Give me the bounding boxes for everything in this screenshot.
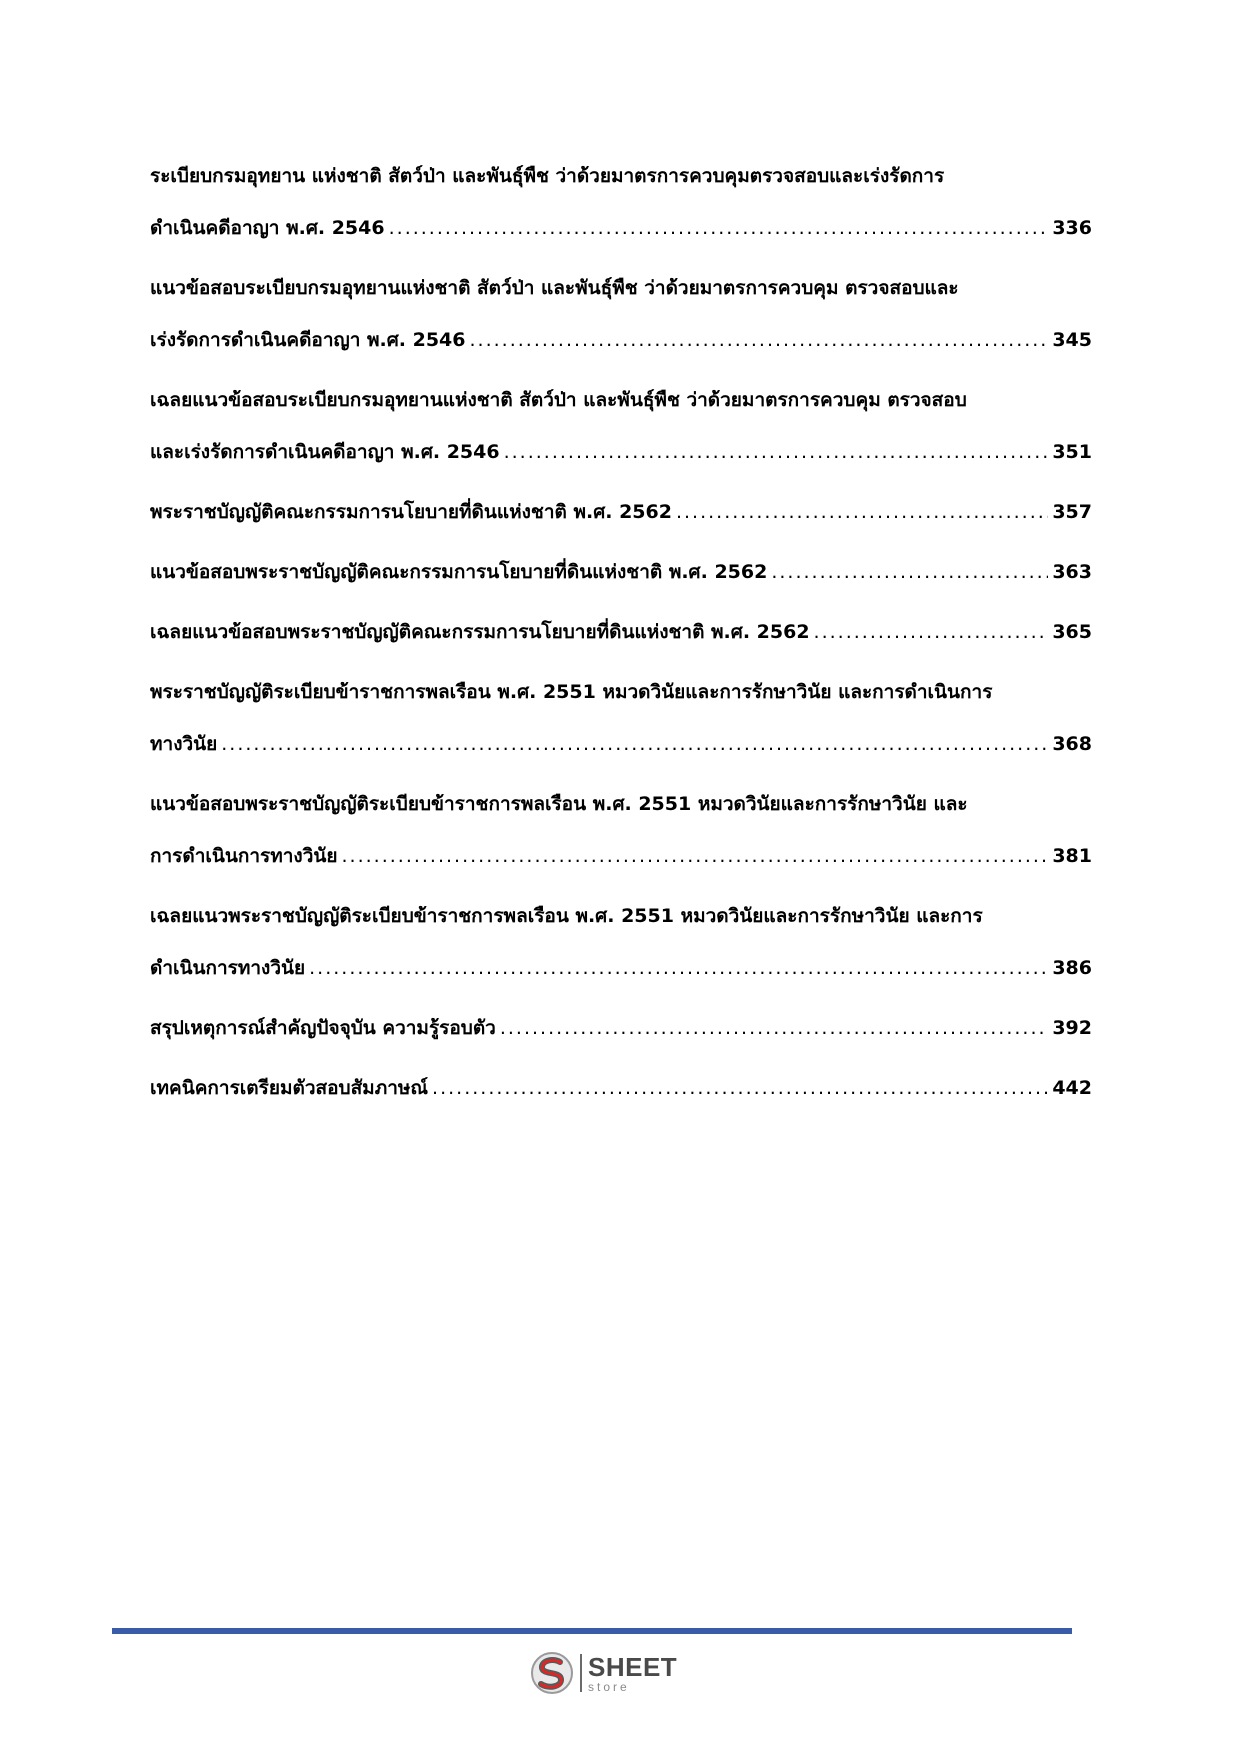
toc-entry-page: 351 [1052,441,1092,463]
dot-leader [342,830,1049,882]
toc-entry-page: 381 [1052,845,1092,867]
dot-leader [309,942,1048,994]
toc-entry-title: แนวข้อสอบพระราชบัญญัติคณะกรรมการนโยบายที่ดินแห่งชาติ พ.ศ. 2562 [150,561,768,583]
dot-leader [470,314,1049,366]
toc-entry-title-line2: ดำเนินคดีอาญา พ.ศ. 2546 [150,217,385,239]
dot-leader [771,546,1048,598]
dot-leader [500,1002,1048,1054]
logo-divider [580,1654,582,1692]
toc-entry-page: 442 [1052,1077,1092,1099]
dot-leader [676,486,1048,538]
toc-entry-title-line2: ทางวินัย [150,733,218,755]
toc-entry-title-line1: พระราชบัญญัติระเบียบข้าราชการพลเรือน พ.ศ. 2551 หมวดวินัยและการรักษาวินัย และการดำเนินการ [150,681,993,703]
toc-entry-title-line2: และเร่งรัดการดำเนินคดีอาญา พ.ศ. 2546 [150,441,500,463]
toc-entry-page: 365 [1052,621,1092,643]
toc-entry-page: 357 [1052,501,1092,523]
toc-entry-page: 363 [1052,561,1092,583]
toc-entry-title: เทคนิคการเตรียมตัวสอบสัมภาษณ์ [150,1077,429,1099]
dot-leader [504,426,1049,478]
sheet-store-logo [530,1648,677,1698]
logo-word: SHEET [588,1651,678,1682]
dot-leader [432,1062,1048,1114]
footer-rule [112,1628,1072,1634]
toc-entry-page: 368 [1052,733,1092,755]
sheet-store-logo-icon [530,1651,574,1695]
toc-entry[interactable] [150,262,1092,366]
toc-entry[interactable] [150,606,1092,658]
toc-entry[interactable] [150,666,1092,770]
toc-entry-title-line2: ดำเนินการทางวินัย [150,957,306,979]
toc-entry[interactable] [150,1002,1092,1054]
toc-entry-title: พระราชบัญญัติคณะกรรมการนโยบายที่ดินแห่งชาติ พ.ศ. 2562 [150,501,672,523]
toc-entry-title-line1: เฉลยแนวข้อสอบระเบียบกรมอุทยานแห่งชาติ สัตว์ป่า และพันธุ์พืช ว่าด้วยมาตรการควบคุม ตรวจสอบ [150,389,967,411]
dot-leader [389,202,1049,254]
toc-entry-title-line2: การดำเนินการทางวินัย [150,845,338,867]
toc-entry-page: 386 [1052,957,1092,979]
toc-entry[interactable] [150,890,1092,994]
toc-entry[interactable] [150,150,1092,254]
toc-entry-title-line1: ระเบียบกรมอุทยาน แห่งชาติ สัตว์ป่า และพันธุ์พืช ว่าด้วยมาตรการควบคุมตรวจสอบและเร่งรัดการ [150,165,945,187]
toc-entry-title-line1: แนวข้อสอบระเบียบกรมอุทยานแห่งชาติ สัตว์ป่า และพันธุ์พืช ว่าด้วยมาตรการควบคุม ตรวจสอบและ [150,277,959,299]
toc-entry[interactable] [150,778,1092,882]
toc-entry-page: 336 [1052,217,1092,239]
toc-entry[interactable] [150,486,1092,538]
toc-entry[interactable] [150,374,1092,478]
toc-entry-title: สรุปเหตุการณ์สำคัญปัจจุบัน ความรู้รอบตัว [150,1017,496,1039]
dot-leader [814,606,1049,658]
toc-entry-title: เฉลยแนวข้อสอบพระราชบัญญัติคณะกรรมการนโยบายที่ดินแห่งชาติ พ.ศ. 2562 [150,621,810,643]
toc-entry[interactable] [150,546,1092,598]
toc-entry-page: 345 [1052,329,1092,351]
logo-subword: store [588,1679,630,1694]
toc-entry-title-line2: เร่งรัดการดำเนินคดีอาญา พ.ศ. 2546 [150,329,466,351]
toc-entry-title-line1: แนวข้อสอบพระราชบัญญัติระเบียบข้าราชการพลเรือน พ.ศ. 2551 หมวดวินัยและการรักษาวินัย และ [150,793,968,815]
dot-leader [221,718,1048,770]
table-of-contents [150,150,1092,1114]
toc-entry[interactable] [150,1062,1092,1114]
toc-entry-page: 392 [1052,1017,1092,1039]
toc-entry-title-line1: เฉลยแนวพระราชบัญญัติระเบียบข้าราชการพลเรือน พ.ศ. 2551 หมวดวินัยและการรักษาวินัย และการ [150,905,983,927]
